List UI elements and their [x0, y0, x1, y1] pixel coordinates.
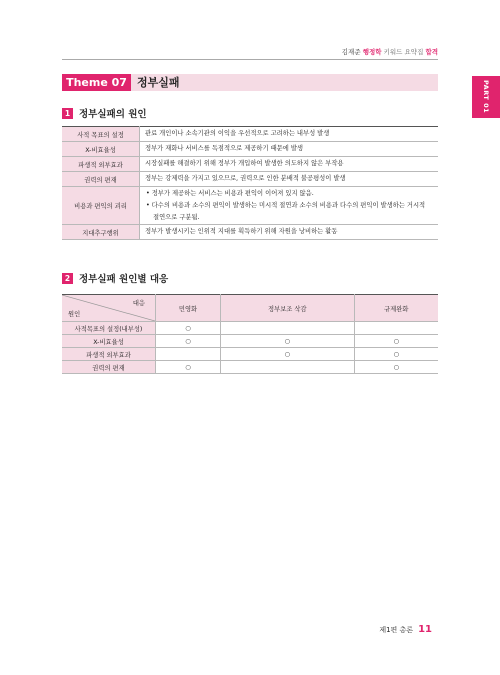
footer-section: 제1편 총론	[379, 625, 414, 634]
cause-key: X-비효율성	[62, 142, 140, 157]
mark-cell: ○	[354, 348, 438, 361]
column-header: 민영화	[156, 295, 221, 322]
cause-key: 사적 목표의 설정	[62, 127, 140, 142]
table-row	[62, 348, 438, 361]
cause-value: 정부는 강제력을 가지고 있으므로, 권력으로 인한 분배적 불공평성이 발생	[140, 172, 439, 187]
cause-value	[140, 187, 439, 225]
table-row	[62, 361, 438, 374]
header-row	[62, 295, 438, 322]
table-row	[62, 335, 438, 348]
response-table	[62, 294, 438, 374]
table-row	[62, 172, 438, 187]
header-author: 김재준	[341, 48, 361, 56]
cause-value: 관료 개인이나 소속기관의 이익을 우선적으로 고려하는 내부성 발생	[140, 127, 439, 142]
cause-label: 사적목표의 설정(내부성)	[62, 322, 156, 335]
mark-cell	[221, 322, 354, 335]
section-1-heading	[62, 106, 147, 120]
section-2-number: 2	[62, 273, 73, 284]
column-header: 정부보조 삭감	[221, 295, 354, 322]
bullet-text: 다수의 비용과 소수의 편익이 발생하는 미시적 절연과 소수의 비용과 다수의 편익이 발생하는 거시적 절연으로 구분됨.	[151, 201, 426, 221]
cause-value: 시장실패를 해결하기 위해 정부가 개입하여 발생한 의도하지 않은 부작용	[140, 157, 439, 172]
table-row	[62, 225, 438, 240]
cause-key: 지대추구행위	[62, 225, 140, 240]
mark-cell	[221, 361, 354, 374]
table-row	[62, 142, 438, 157]
theme-title: 정부실패	[137, 76, 180, 89]
theme-tag: Theme 07	[62, 74, 131, 91]
header-brand: 합격	[425, 48, 438, 56]
table-row	[62, 157, 438, 172]
mark-cell: ○	[156, 322, 221, 335]
mark-cell	[354, 322, 438, 335]
mark-cell: ○	[221, 335, 354, 348]
mark-cell: ○	[354, 335, 438, 348]
cause-value: 정부가 재화나 서비스를 독점적으로 제공하기 때문에 발생	[140, 142, 439, 157]
cause-label: 파생적 외부효과	[62, 348, 156, 361]
header-book: 키워드 요약집	[383, 48, 424, 56]
section-1-number: 1	[62, 108, 73, 119]
cause-key: 파생적 외부효과	[62, 157, 140, 172]
part-label: PART 01	[482, 80, 490, 114]
corner-bottom-label: 원인	[68, 311, 81, 318]
header-subject: 행정학	[362, 48, 382, 56]
section-2-title: 정부실패 원인별 대응	[79, 274, 169, 285]
cause-value: 정부가 발생시키는 인위적 지대를 획득하기 위해 자원을 낭비하는 활동	[140, 225, 439, 240]
header-rule	[62, 59, 438, 60]
section-1-title: 정부실패의 원인	[79, 109, 147, 120]
bullet-text: 정부가 제공하는 서비스는 비용과 편익이 이어져 있지 않음.	[151, 189, 314, 197]
bullet-item: • 다수의 비용과 소수의 편익이 발생하는 미시적 절연과 소수의 비용과 다수의 편익이 발생하는 거시적 절연으로 구분됨.	[146, 201, 426, 221]
table-row	[62, 322, 438, 335]
corner-cell	[62, 295, 156, 322]
mark-cell	[156, 348, 221, 361]
cause-key: 비용과 편익의 괴리	[62, 187, 140, 225]
section-2-heading	[62, 271, 168, 285]
bullet-list	[145, 188, 433, 224]
corner-top-label: 대응	[132, 300, 145, 307]
table-row	[62, 187, 438, 225]
running-header	[342, 47, 438, 56]
part-side-tab	[472, 76, 500, 118]
page-number: 11	[418, 624, 432, 635]
mark-cell: ○	[221, 348, 354, 361]
cause-label: 권력의 편재	[62, 361, 156, 374]
mark-cell: ○	[354, 361, 438, 374]
causes-table	[62, 126, 438, 240]
page-footer	[379, 624, 432, 635]
bullet-item: • 정부가 제공하는 서비스는 비용과 편익이 이어져 있지 않음.	[146, 189, 314, 197]
cause-label: X-비효율성	[62, 335, 156, 348]
table-row	[62, 127, 438, 142]
mark-cell: ○	[156, 335, 221, 348]
cause-key: 권력의 편재	[62, 172, 140, 187]
column-header: 규제완화	[354, 295, 438, 322]
mark-cell: ○	[156, 361, 221, 374]
